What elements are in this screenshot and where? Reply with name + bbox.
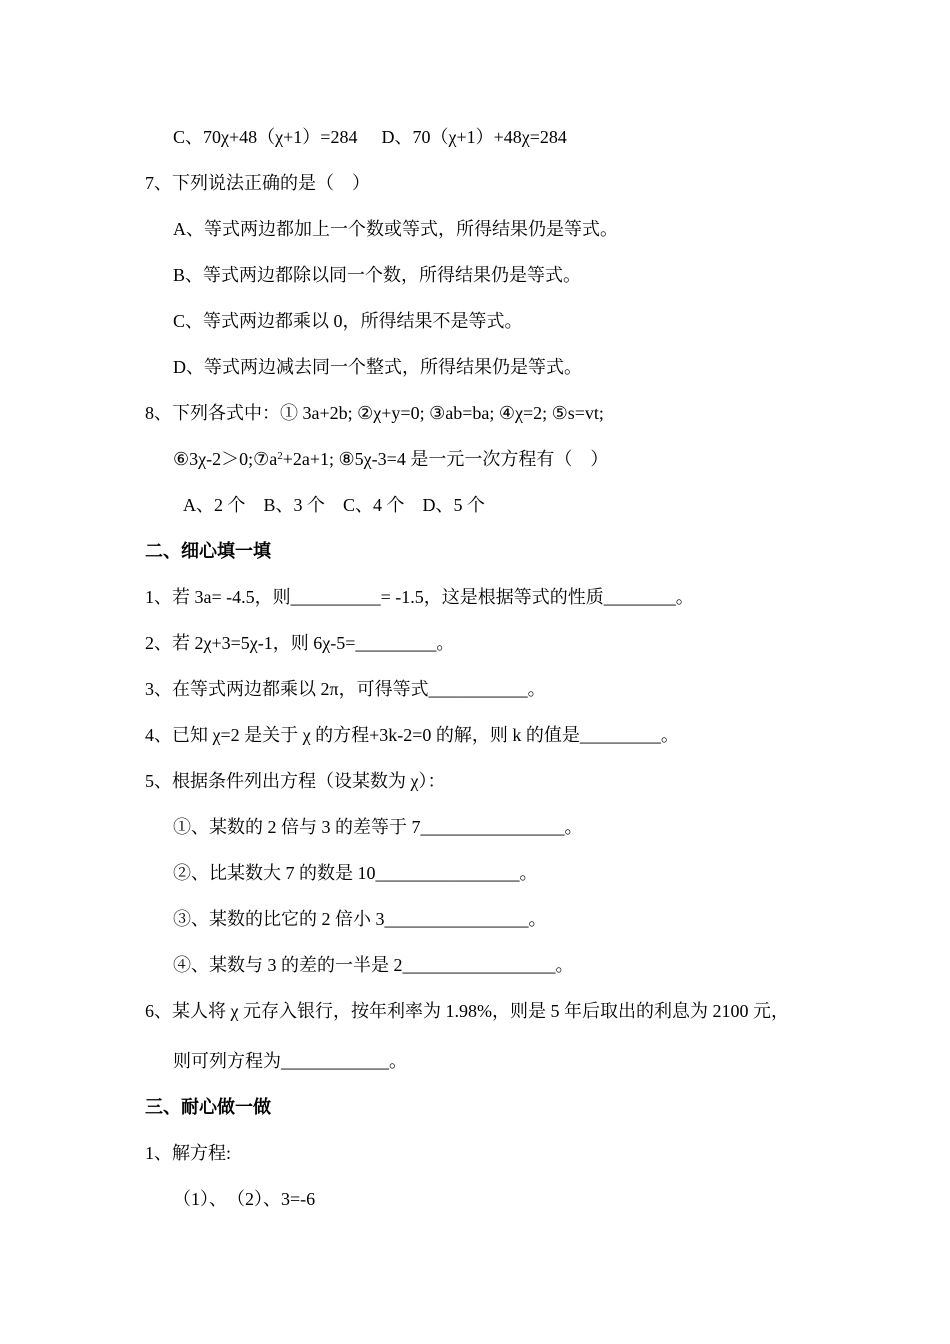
fill-item-2: 2、若 2χ+3=5χ-1，则 6χ-5=_________。 <box>145 633 455 653</box>
q6-options-cd <box>173 126 567 148</box>
fill-item-3: 3、在等式两边都乘以 2π，可得等式___________。 <box>145 679 546 699</box>
fill-item-4: 4、已知 χ=2 是关于 χ 的方程+3k-2=0 的解，则 k 的值是_________。 <box>145 725 679 745</box>
section2-title: 二、细心填一填 <box>145 541 271 561</box>
q8-options: A、2 个 B、3 个 C、4 个 D、5 个 <box>183 495 486 515</box>
q8-line2-part2: +2a+1; ⑧5χ-3=4 是一元一次方程有（ ） <box>282 449 609 469</box>
fill-item-5: 5、根据条件列出方程（设某数为 χ）： <box>145 771 446 791</box>
q7-stem: 7、下列说法正确的是（ ） <box>145 173 370 193</box>
fill-item-5-sub-3: ③、某数的比它的 2 倍小 3________________。 <box>173 909 547 929</box>
fill-item-1: 1、若 3a= -4.5，则__________= -1.5，这是根据等式的性质________。 <box>145 587 694 607</box>
fill-item-5-sub-2: ②、比某数大 7 的数是 10________________。 <box>173 863 538 883</box>
q6-option-c: C、70χ+48（χ+1）=284 <box>173 127 358 147</box>
fill-item-5-sub-1: ①、某数的 2 倍与 3 的差等于 7________________。 <box>173 817 583 837</box>
q8-line2-part1: ⑥3χ-2＞0;⑦a <box>173 449 278 469</box>
q8-expressions-line2 <box>173 448 608 470</box>
fill-item-6-line2: 则可列方程为____________。 <box>173 1051 407 1071</box>
q6-option-d: D、70（χ+1）+48χ=284 <box>381 127 567 147</box>
solve-item-1-sub: （1）、 （2）、3=-6 <box>173 1189 316 1209</box>
q7-option-b: B、等式两边都除以同一个数，所得结果仍是等式。 <box>173 265 582 285</box>
q7-option-d: D、等式两边减去同一个整式，所得结果仍是等式。 <box>173 357 582 377</box>
section3-title: 三、耐心做一做 <box>145 1097 271 1117</box>
fill-item-5-sub-4: ④、某数与 3 的差的一半是 2_________________。 <box>173 955 574 975</box>
q8-stem: 8、下列各式中：① 3a+2b; ②χ+y=0; ③ab=ba; ④χ=2; ⑤s=vt; <box>145 403 604 423</box>
fill-item-6-line1: 6、某人将 χ 元存入银行，按年利率为 1.98%，则是 5 年后取出的利息为 2100 元， <box>145 1001 789 1021</box>
q7-option-c: C、等式两边都乘以 0，所得结果不是等式。 <box>173 311 523 331</box>
q8-line2-superscript: 2 <box>277 450 283 462</box>
solve-item-1: 1、解方程: <box>145 1143 232 1163</box>
q7-option-a: A、等式两边都加上一个数或等式，所得结果仍是等式。 <box>173 219 618 239</box>
